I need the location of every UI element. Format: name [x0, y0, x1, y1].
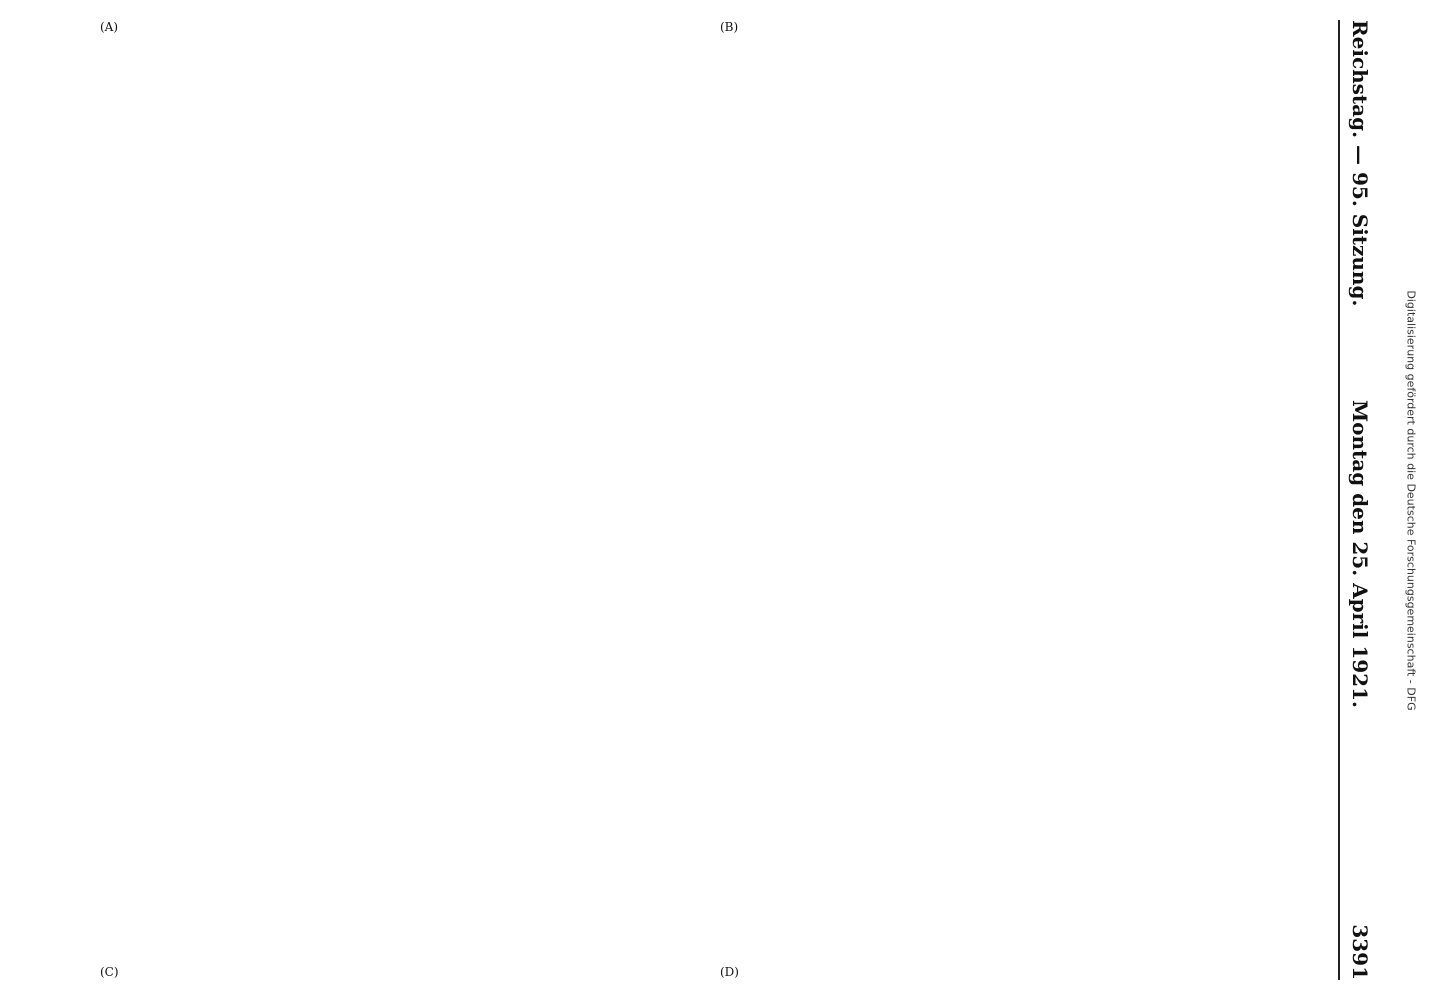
margin-letter-b: (B): [720, 20, 739, 34]
header-date: Montag den 25. April 1921.: [1348, 400, 1372, 708]
page-number: 3391: [1348, 924, 1372, 980]
page-header: [1338, 20, 1380, 980]
header-left: Reichstag. — 95. Sitzung.: [1348, 20, 1372, 307]
right-column: [70, 520, 1330, 970]
margin-letter-c: (C): [100, 965, 119, 979]
left-column: [70, 20, 1330, 470]
rotated-document: [40, 20, 1380, 980]
margin-letter-d: (D): [720, 965, 739, 979]
margin-letter-a: (A): [100, 20, 119, 34]
credit-line: Digitalisierung gefördert durch die Deutsche Forschungsgemeinschaft - DFG: [1404, 289, 1418, 711]
